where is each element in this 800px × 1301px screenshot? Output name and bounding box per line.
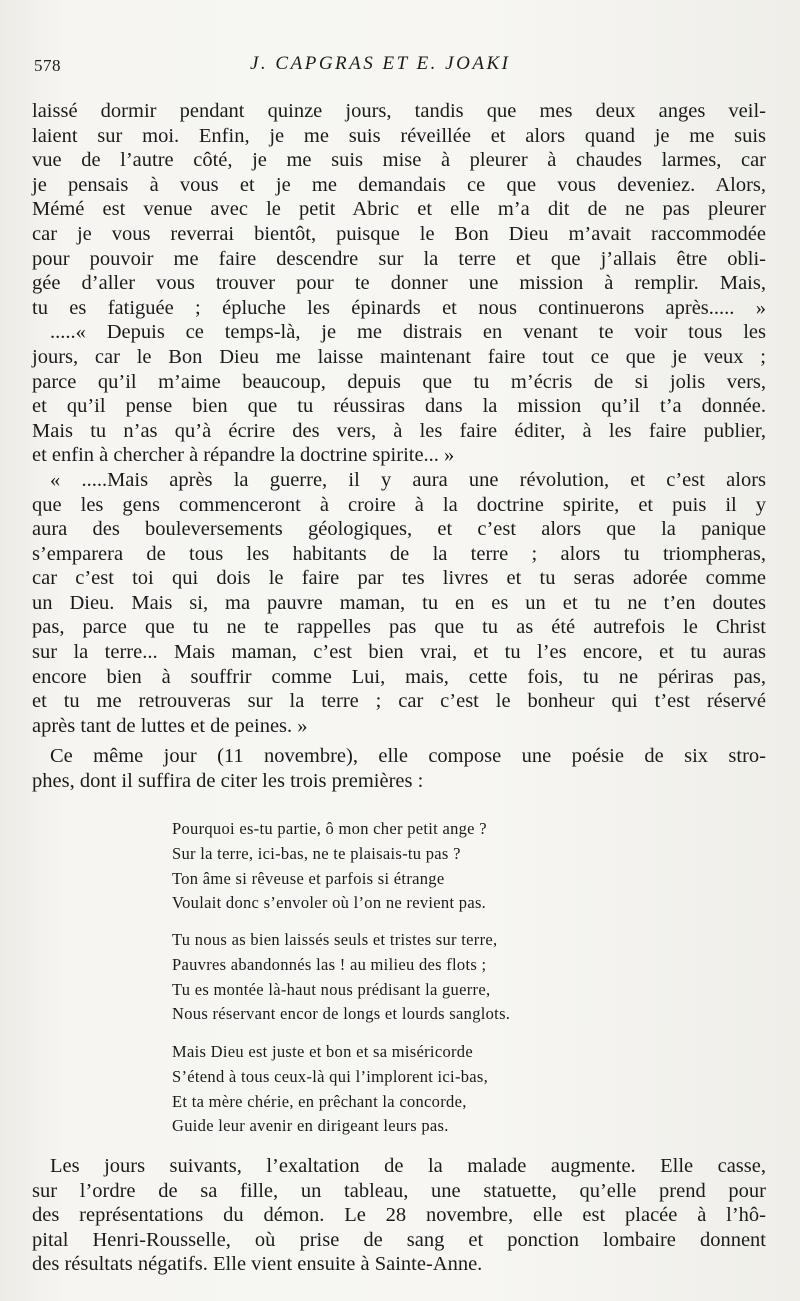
poem-verse: Et ta mère chérie, en prêchant la concorde, [172, 1091, 467, 1111]
text-line: encore bien à souffrir comme Lui, mais, cette fois, tu ne périras pas, [32, 665, 766, 688]
text-line: des représentations du démon. Le 28 novembre, elle est placée à l’hô- [32, 1204, 766, 1227]
page-number: 578 [34, 56, 61, 75]
text-line: parce qu’il m’aime beaucoup, depuis que tu m’écris de si jolis vers, [32, 370, 766, 393]
text-line: Ce même jour (11 novembre), elle compose une poésie de six stro- [50, 745, 766, 767]
paragraph-quoted-letter [32, 99, 766, 738]
poem-verse: Ton âme si rêveuse et parfois si étrange [172, 868, 445, 888]
text-line: tu es fatiguée ; épluche les épinards et nous continuerons après..... » [32, 296, 766, 319]
text-line: sur la terre... Mais maman, c’est bien vrai, et tu l’es encore, et tu auras [32, 641, 766, 664]
text-line: .....« Depuis ce temps-là, je me distrais en venant te voir tous les [50, 321, 766, 344]
text-line: Les jours suivants, l’exaltation de la malade augmente. Elle casse, [50, 1155, 766, 1177]
text-line: aura des bouleversements géologiques, et c’est alors que la panique [32, 518, 766, 541]
text-line: Mais tu n’as qu’à écrire des vers, à les faire éditer, à les faire publier, [32, 419, 766, 442]
poem-verse: Pourquoi es-tu partie, ô mon cher petit ange ? [172, 819, 487, 838]
text-line: gée d’aller vous trouver pour te donner une mission à remplir. Mais, [32, 272, 766, 295]
poem-verse: S’étend à tous ceux-là qui l’implorent ici-bas, [172, 1066, 489, 1086]
text-line: et tu me retrouveras sur la terre ; car c’est le bonheur qui t’est réservé [32, 690, 766, 713]
text-line: vue de l’autre côté, je me suis mise à pleurer à chaudes larmes, car [32, 149, 766, 172]
text-line: que les gens commenceront à croire à la doctrine spirite, et puis il y [32, 493, 766, 516]
text-line: pas, parce que tu ne te rappelles pas que tu as été autrefois le Christ [32, 616, 766, 639]
poem-verse: Guide leur avenir en dirigeant leurs pas. [172, 1116, 449, 1136]
paragraph-following-days [32, 1154, 766, 1277]
text-line: sur l’ordre de sa fille, un tableau, une statuette, qu’elle prend pour [32, 1179, 766, 1202]
text-line: car c’est toi qui dois le faire par tes livres et tu seras adorée comme [32, 567, 766, 590]
poem-stanza-3 [172, 1040, 692, 1139]
text-line: pital Henri-Rousselle, où prise de sang et ponction lombaire donnent [32, 1228, 766, 1251]
text-line: laissé dormir pendant quinze jours, tandis que mes deux anges veil- [32, 100, 766, 122]
text-line: laient sur moi. Enfin, je me suis réveillée et alors quand je me suis [32, 124, 766, 147]
poem-verse: Sur la terre, ici-bas, ne te plaisais-tu pas ? [172, 843, 461, 863]
text-line: des résultats négatifs. Elle vient ensuite à Sainte-Anne. [32, 1253, 483, 1276]
poem-verse: Tu es montée là-haut nous prédisant la guerre, [172, 979, 491, 999]
text-line: s’emparera de tous les habitants de la terre ; alors tu triompheras, [32, 542, 766, 565]
poem-verse: Nous réservant encor de longs et lourds sanglots. [172, 1004, 511, 1024]
poem-verse: Mais Dieu est juste et bon et sa miséricorde [172, 1042, 473, 1061]
poem-verse: Voulait donc s’envoler où l’on ne revient pas. [172, 893, 487, 913]
running-head: J. CAPGRAS ET E. JOAKI [250, 53, 511, 74]
text-line: un Dieu. Mais si, ma pauvre maman, tu en es un et tu ne t’en doutes [32, 591, 766, 614]
text-line: phes, dont il suffira de citer les trois premières : [32, 769, 424, 792]
text-line: jours, car le Bon Dieu me laisse maintenant faire tout ce que je veux ; [32, 345, 766, 368]
text-line: et enfin à chercher à répandre la doctrine spirite... » [32, 444, 455, 467]
poem-stanza-2 [172, 928, 692, 1027]
poem-verse: Pauvres abandonnés las ! au milieu des flots ; [172, 954, 487, 974]
poem-stanza-1 [172, 817, 692, 916]
paragraph-poem-intro [32, 744, 766, 793]
text-line: « .....Mais après la guerre, il y aura une révolution, et c’est alors [50, 468, 766, 491]
text-line: Mémé est venue avec le petit Abric et elle m’a dit de ne pas pleurer [32, 198, 766, 221]
poem-verse: Tu nous as bien laissés seuls et tristes sur terre, [172, 930, 498, 949]
text-line: et qu’il pense bien que tu réussiras dans la mission qu’il t’a donnée. [32, 395, 766, 418]
text-line: après tant de luttes et de peines. » [32, 714, 308, 737]
text-line: pour pouvoir me faire descendre sur la terre et que j’allais être obli- [32, 247, 766, 270]
text-line: je pensais à vous et je me demandais ce que vous deveniez. Alors, [32, 173, 766, 196]
text-line: car je vous reverrai bientôt, puisque le Bon Dieu m’avait raccommodée [32, 222, 766, 245]
